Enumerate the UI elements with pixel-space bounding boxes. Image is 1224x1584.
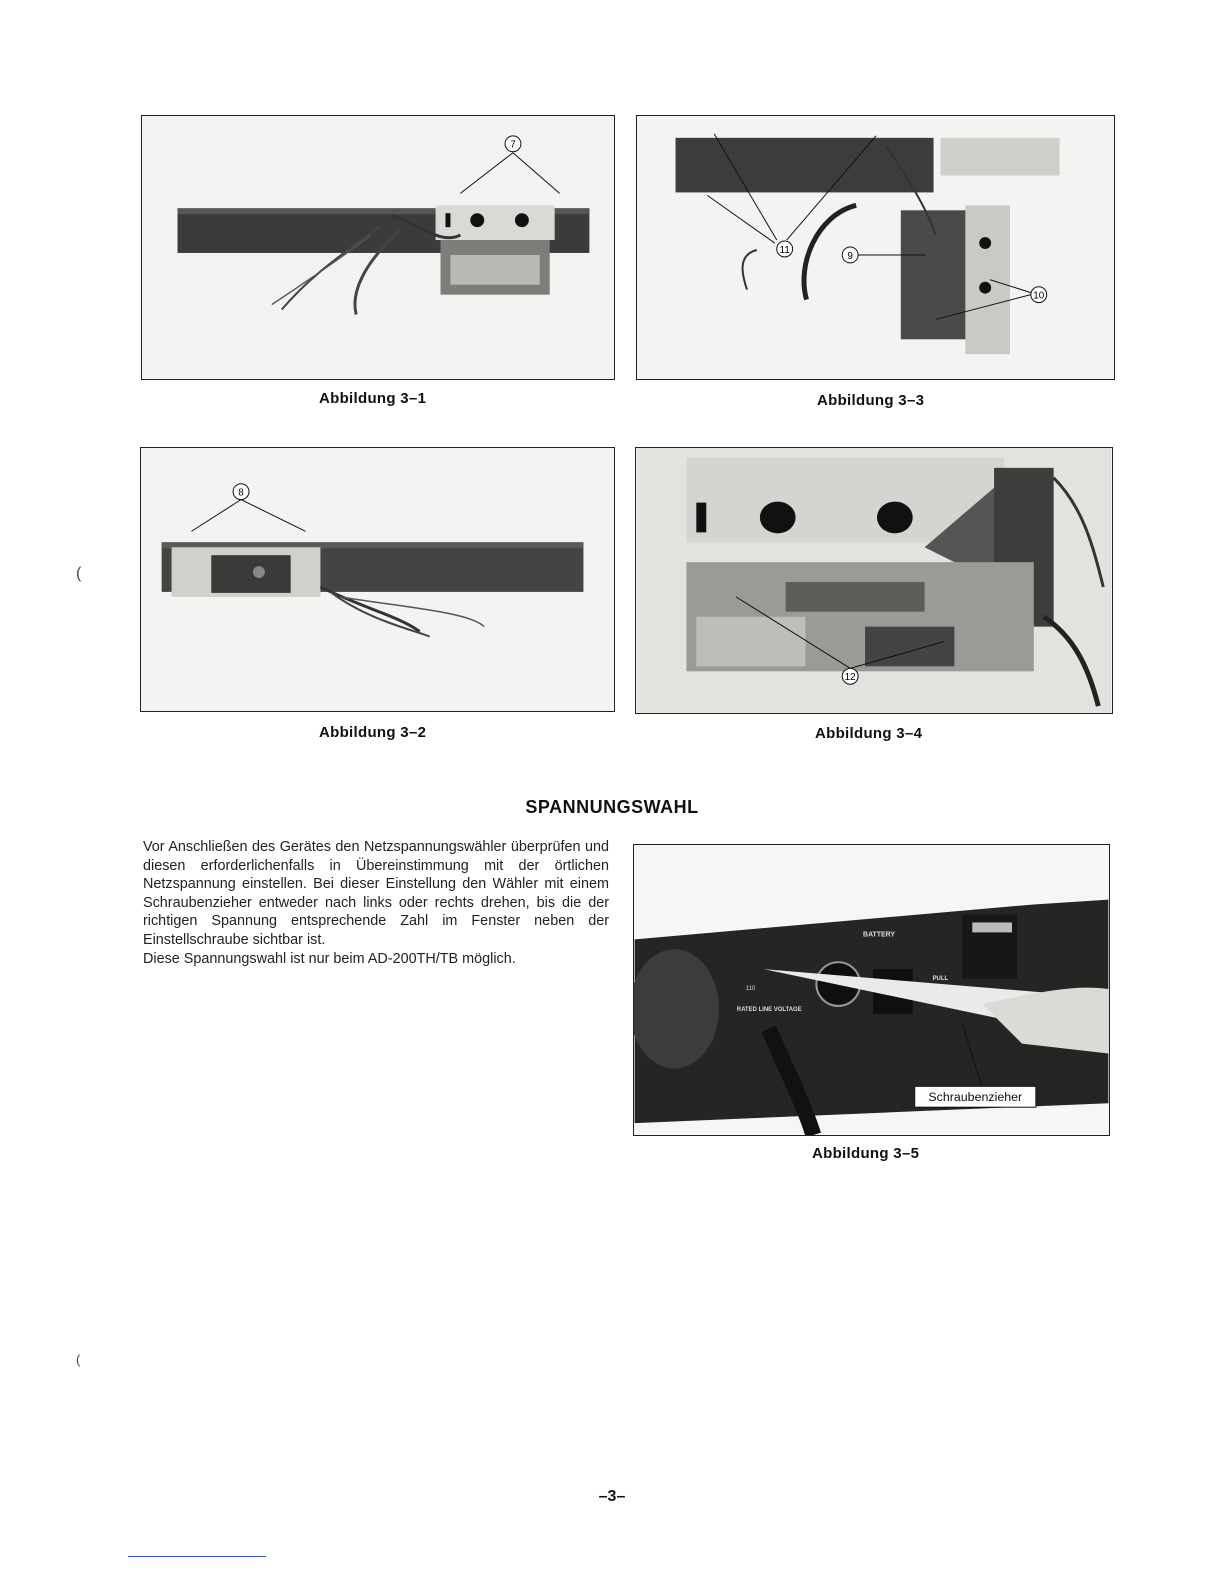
margin-mark: ( bbox=[76, 1352, 81, 1367]
paragraph-1: Vor Anschließen des Gerätes den Netzspannungswähler überprüfen und diesen erforderlichenfalls in Übereinstimmung mit der örtlichen Netzspannung einstellen. Bei dieser Einstellung den Wähler mit einem Schraubenzieher entweder nach links oder rechts drehen, bis die der richtigen Spannung entsprechende Zahl im Fenster neben der Einstellschraube sichtbar ist. bbox=[143, 839, 609, 948]
caption-3-5: Abbildung 3–5 bbox=[812, 1145, 920, 1162]
caption-3-3: Abbildung 3–3 bbox=[817, 392, 925, 409]
figure-3-3-photo bbox=[637, 116, 1114, 379]
panel-battery: BATTERY bbox=[863, 931, 896, 939]
figure-3-5 bbox=[633, 844, 1110, 1136]
panel-pull: PULL bbox=[932, 976, 949, 983]
caption-3-1: Abbildung 3–1 bbox=[319, 390, 427, 407]
figure-3-2-photo bbox=[141, 448, 614, 711]
section-title: SPANNUNGSWAHL bbox=[525, 797, 699, 817]
paragraph-2: Diese Spannungswahl ist nur beim AD-200TH/TB möglich. bbox=[143, 950, 516, 967]
figure-3-2 bbox=[140, 447, 615, 712]
body-text bbox=[143, 838, 609, 968]
figure-3-4 bbox=[635, 447, 1113, 714]
callout-7: 7 bbox=[510, 139, 516, 151]
callout-11: 11 bbox=[779, 244, 790, 256]
page-number: –3– bbox=[598, 1488, 626, 1505]
schraubenzieher-label: Schraubenzieher bbox=[928, 1090, 1023, 1105]
caption-3-4: Abbildung 3–4 bbox=[815, 725, 923, 742]
figure-3-1 bbox=[141, 115, 615, 380]
callout-10: 10 bbox=[1033, 290, 1045, 302]
callout-9: 9 bbox=[847, 250, 853, 262]
figure-3-3 bbox=[636, 115, 1115, 380]
panel-110: 110 bbox=[745, 986, 756, 992]
figure-3-4-photo bbox=[636, 448, 1112, 713]
figure-3-5-photo bbox=[634, 845, 1109, 1135]
figure-3-1-photo bbox=[142, 116, 614, 379]
callout-12: 12 bbox=[844, 672, 856, 684]
bottom-rule bbox=[128, 1556, 266, 1557]
caption-3-2: Abbildung 3–2 bbox=[319, 724, 427, 741]
margin-mark: ( bbox=[76, 565, 82, 582]
callout-8: 8 bbox=[238, 487, 244, 499]
panel-rated: RATED LINE VOLTAGE bbox=[736, 1006, 802, 1013]
